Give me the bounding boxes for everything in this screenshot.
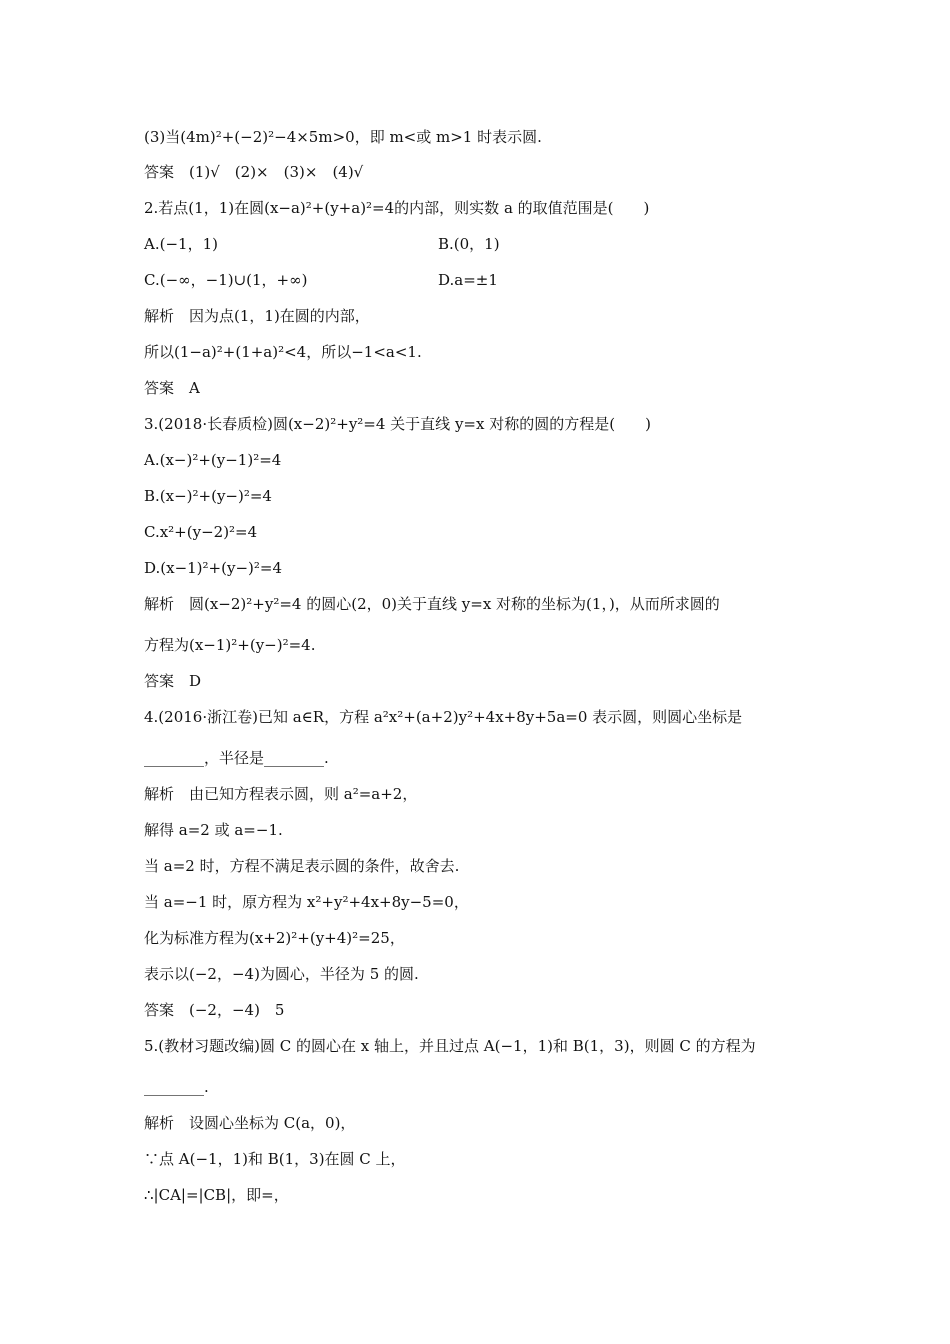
question-2: 2.若点(1，1)在圆(x−a)²+(y+a)²=4的内部，则实数 a 的取值范围是( ) — [144, 199, 650, 217]
option-b: B.(x−)²+(y−)²=4 — [144, 487, 272, 505]
option-d: D.a=±1 — [438, 271, 498, 289]
answer-line: 答案 (−2，−4) 5 — [144, 1001, 285, 1019]
text-line: 解得 a=2 或 a=−1. — [144, 821, 283, 839]
analysis-line: 解析 由已知方程表示圆，则 a²=a+2， — [144, 785, 418, 803]
option-a: A.(−1，1) — [144, 235, 218, 253]
text-line: 表示以(−2，−4)为圆心，半径为 5 的圆. — [144, 965, 419, 983]
question-3: 3.(2018·长春质检)圆(x−2)²+y²=4 关于直线 y=x 对称的圆的方程是( ) — [144, 415, 651, 433]
blank-line: ________. — [144, 1078, 209, 1096]
option-a: A.(x−)²+(y−1)²=4 — [144, 451, 282, 469]
option-b: B.(0，1) — [438, 235, 500, 253]
text-line: ∵点 A(−1，1)和 B(1，3)在圆 C 上， — [144, 1150, 406, 1168]
text-line: (3)当(4m)²+(−2)²−4×5m>0，即 m<或 m>1 时表示圆. — [144, 128, 542, 146]
option-c: C.x²+(y−2)²=4 — [144, 523, 258, 541]
question-5: 5.(教材习题改编)圆 C 的圆心在 x 轴上，并且过点 A(−1，1)和 B(1，3)，则圆 C 的方程为 — [144, 1037, 756, 1055]
text-line: 当 a=−1 时，原方程为 x²+y²+4x+8y−5=0， — [144, 893, 469, 911]
blank-line: ________，半径是________. — [144, 749, 329, 767]
text-line: 当 a=2 时，方程不满足表示圆的条件，故舍去. — [144, 857, 460, 875]
option-d: D.(x−1)²+(y−)²=4 — [144, 559, 282, 577]
answer-line: 答案 D — [144, 672, 202, 690]
text-line: 方程为(x−1)²+(y−)²=4. — [144, 636, 316, 654]
answer-line: 答案 (1)√ (2)× (3)× (4)√ — [144, 163, 364, 181]
analysis-line: 解析 设圆心坐标为 C(a，0)， — [144, 1114, 356, 1132]
answer-line: 答案 A — [144, 379, 200, 397]
analysis-line: 解析 因为点(1，1)在圆的内部， — [144, 307, 370, 325]
question-4: 4.(2016·浙江卷)已知 a∈R，方程 a²x²+(a+2)y²+4x+8y+5a=0 表示圆，则圆心坐标是 — [144, 708, 743, 726]
option-c: C.(−∞，−1)∪(1，+∞) — [144, 271, 308, 289]
analysis-line: 解析 圆(x−2)²+y²=4 的圆心(2，0)关于直线 y=x 对称的坐标为(1，)，从而所求圆的 — [144, 595, 720, 613]
text-line: 所以(1−a)²+(1+a)²<4，所以−1<a<1. — [144, 343, 422, 361]
text-line: 化为标准方程为(x+2)²+(y+4)²=25， — [144, 929, 405, 947]
text-line: ∴|CA|=|CB|，即=， — [144, 1186, 289, 1204]
